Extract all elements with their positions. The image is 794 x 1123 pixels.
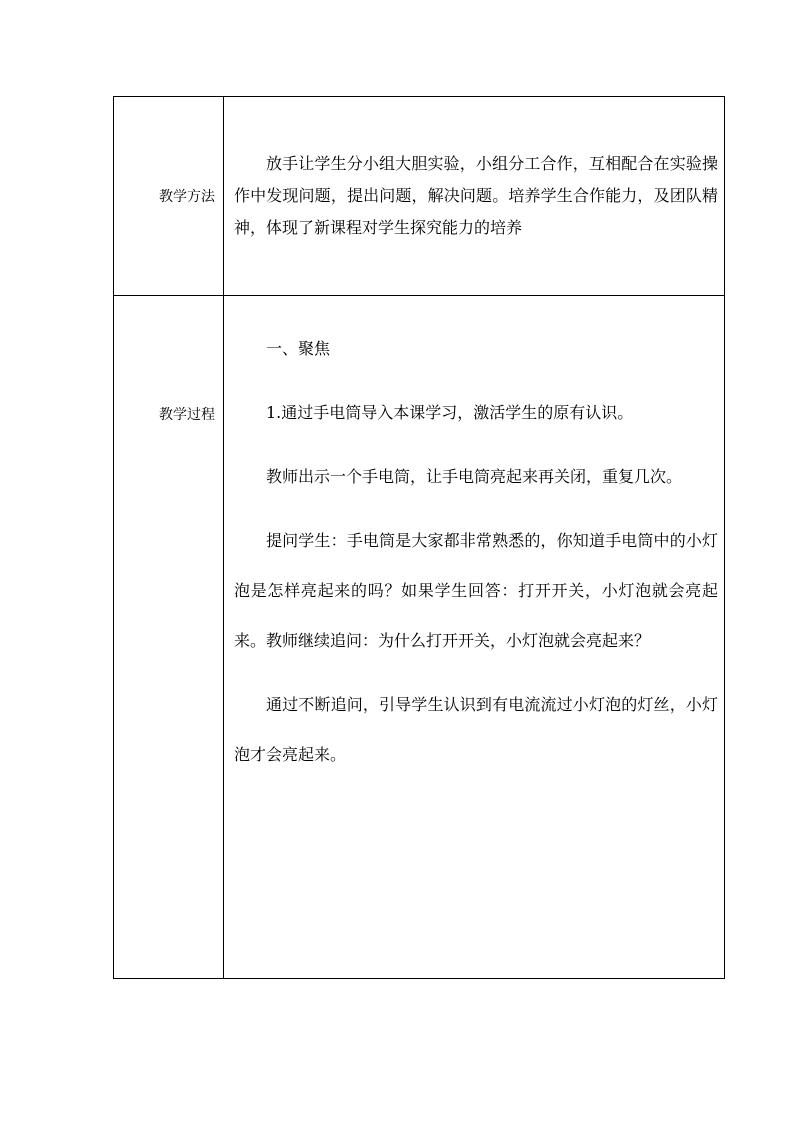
process-paragraph: 通过不断追问，引导学生认识到有电流流过小灯泡的灯丝，小灯泡才会亮起来。	[234, 695, 718, 764]
table-row-methods	[114, 97, 725, 296]
process-paragraph: 教师出示一个手电筒，让手电筒亮起来再关闭，重复几次。	[266, 467, 683, 486]
methods-paragraph: 放手让学生分小组大胆实验，小组分工合作，互相配合在实验操作中发现问题，提出问题，解决问题。培养学生合作能力，及团队精神，体现了新课程对学生探究能力的培养	[234, 154, 718, 237]
row-label-text: 教学过程	[159, 407, 215, 423]
lesson-plan-table	[113, 96, 725, 979]
process-paragraph: 提问学生：手电筒是大家都非常熟悉的，你知道手电筒中的小灯泡是怎样亮起来的吗？如果学生回答：打开开关，小灯泡就会亮起来。教师继续追问：为什么打开开关，小灯泡就会亮起来？	[234, 531, 718, 650]
process-paragraph: 1.通过手电筒导入本课学习，激活学生的原有认识。	[266, 403, 634, 422]
row-label-methods	[114, 97, 224, 296]
row-label-process	[114, 296, 224, 979]
row-label-text: 教学方法	[159, 189, 215, 205]
table-row-process	[114, 296, 725, 979]
row-content-methods	[224, 97, 725, 296]
row-content-process	[224, 296, 725, 979]
process-heading: 一、聚焦	[266, 339, 331, 358]
